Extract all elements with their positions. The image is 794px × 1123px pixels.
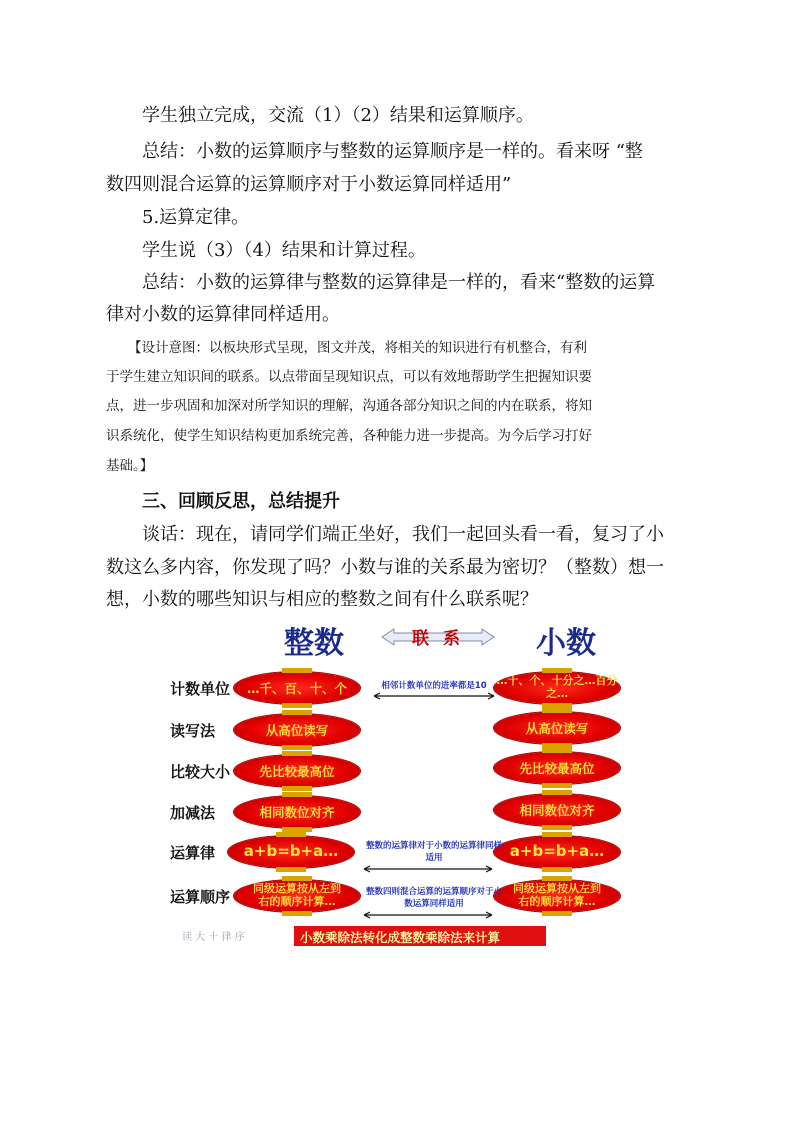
- talk-paragraph-3: 想，小数的哪些知识与相应的整数之间有什么联系呢？: [106, 589, 538, 610]
- link-note: 相邻计数单位的进率都是10: [381, 681, 487, 691]
- decimal-lantern: 同级运算按从左到右的顺序计算…: [494, 880, 620, 912]
- decimal-lantern: 从高位读写: [494, 712, 620, 744]
- decimal-lantern: …十、个、十分之…百分之…: [494, 672, 620, 704]
- link-note: 整数四则混合运算的运算顺序对于小数运算同样适用: [366, 887, 503, 909]
- double-arrow-icon: [362, 911, 494, 919]
- design-note-line: 点，进一步巩固和加深对所学知识的理解，沟通各部分知识之间的内在联系，将知: [106, 398, 592, 414]
- conversion-banner: 小数乘除法转化成整数乘除法来计算: [294, 926, 546, 946]
- talk-paragraph-2: 数这么多内容，你发现了吗？小数与谁的关系最为密切？（整数）想一: [106, 557, 664, 578]
- double-arrow-icon: [372, 692, 496, 700]
- paragraph-exchange: 学生独立完成，交流（1）（2）结果和运算顺序。: [142, 105, 534, 126]
- paragraph-summary-order-2: 数四则混合运算的运算顺序对于小数运算同样适用”: [106, 174, 512, 195]
- section-heading: 三、回顾反思，总结提升: [142, 491, 340, 512]
- row-label: 计数单位: [170, 680, 231, 698]
- row-label: 运算顺序: [170, 888, 231, 906]
- decimal-lantern: 先比较最高位: [494, 752, 620, 784]
- double-arrow-icon: [362, 865, 494, 873]
- design-note-line: 于学生建立知识间的联系。以点带面呈现知识点，可以有效地帮助学生把握知识要: [106, 369, 592, 385]
- decimal-title: 小数: [536, 626, 596, 661]
- design-note-line: 基础。】: [106, 458, 154, 474]
- paragraph-summary-law-2: 律对小数的运算律同样适用。: [106, 304, 340, 325]
- row-label: 比较大小: [170, 763, 231, 781]
- talk-paragraph-1: 谈话：现在，请同学们端正坐好，我们一起回头看一看，复习了小: [142, 524, 664, 545]
- paragraph-summary-order-1: 总结：小数的运算顺序与整数的运算顺序是一样的。看来呀 “整: [142, 141, 643, 162]
- decimal-lantern: 相同数位对齐: [494, 794, 620, 826]
- paragraph-operation-law: 5.运算定律。: [142, 207, 250, 228]
- integer-decimal-lantern-figure: [158, 614, 632, 954]
- paragraph-students-say: 学生说（3）（4）结果和计算过程。: [142, 240, 426, 261]
- integer-lantern: a+b=b+a…: [228, 836, 354, 868]
- link-title: 联 系: [412, 629, 464, 649]
- row-label: 读写法: [170, 722, 216, 740]
- design-note-line: 【设计意图：以板块形式呈现，图文并茂，将相关的知识进行有机整合，有利: [128, 340, 587, 356]
- integer-lantern: 先比较最高位: [234, 755, 360, 787]
- paragraph-summary-law-1: 总结：小数的运算律与整数的运算律是一样的，看来“整数的运算: [142, 272, 656, 293]
- row-label: 加减法: [170, 804, 216, 822]
- integer-lantern: …千、百、十、个: [234, 672, 360, 704]
- integer-lantern: 从高位读写: [234, 714, 360, 746]
- integer-lantern: 同级运算按从左到右的顺序计算…: [234, 880, 360, 912]
- row-label: 运算律: [170, 844, 216, 862]
- link-banner: [378, 624, 498, 650]
- link-note: 整数的运算律对于小数的运算律同样适用: [365, 841, 502, 863]
- integer-lantern: 相同数位对齐: [234, 796, 360, 828]
- decimal-lantern: a+b=b+a…: [494, 836, 620, 868]
- design-note-line: 识系统化，使学生知识结构更加系统完善，各种能力进一步提高。为今后学习打好: [106, 428, 592, 444]
- faded-label: 读 大 十 律 序: [182, 932, 245, 943]
- integer-title: 整数: [284, 626, 344, 661]
